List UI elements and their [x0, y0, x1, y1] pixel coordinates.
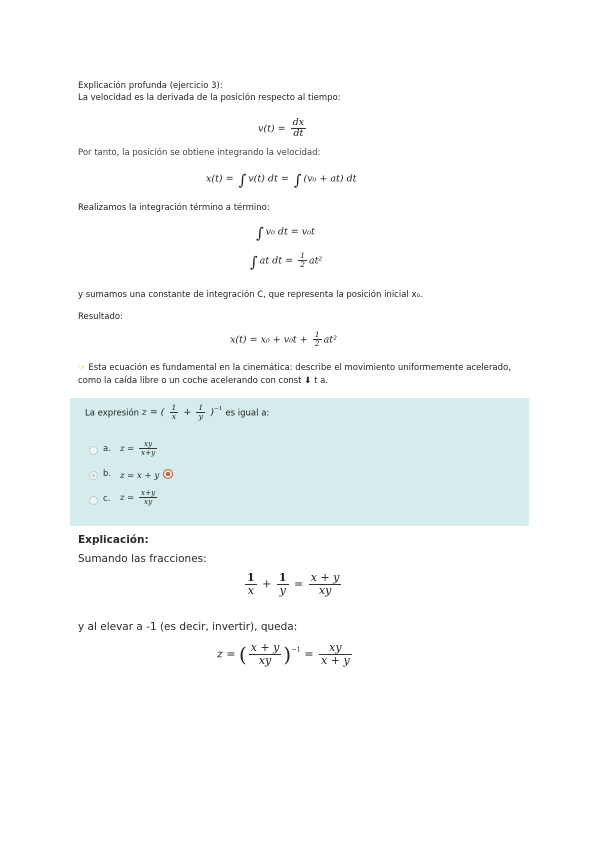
radio-option-a[interactable]: [89, 446, 98, 455]
section-heading: Explicación profunda (ejercicio 3):: [78, 81, 223, 91]
quiz-prompt: La expresión z = ( $\frac{1}{x}$ + $\frac{1}{y}$ )$^{-1}$ es igual a:: [85, 403, 270, 422]
paragraph: y al elevar a -1 (es decir, invertir), queda:: [78, 621, 298, 633]
incorrect-mark-icon: [163, 469, 173, 479]
equation-invert: z = ( $\frac{x + y}{xy}$ )$^{-1}$ = $\frac{xy}{x + y}$: [217, 641, 350, 668]
paragraph: Realizamos la integración término a término:: [78, 203, 270, 213]
equation-result: x(t) = x₀ + v₀t + $\frac{1}{2}$ at²: [230, 330, 337, 349]
paragraph: y sumamos una constante de integración C, que representa la posición inicial x₀.: [78, 290, 423, 300]
equation-position: x(t) = ∫ v(t) dt = ∫ (v₀ + at) dt: [206, 172, 357, 189]
radio-option-c[interactable]: [89, 496, 98, 505]
equation-term2: ∫ at dt = $\frac{1}{2}$ at²: [250, 251, 323, 272]
option-letter: c.: [103, 494, 111, 504]
option-letter: a.: [103, 444, 111, 454]
paragraph: Sumando las fracciones:: [78, 553, 207, 565]
radio-option-b[interactable]: [89, 471, 98, 480]
equation-term1: ∫ v₀ dt = v₀t: [256, 225, 315, 242]
option-c-text[interactable]: z = $\frac{x+y}{xy}$: [120, 488, 156, 506]
explanation-heading: Explicación:: [78, 534, 149, 546]
note-line: como la caída libre o un coche acelerando con const ⬇ t a.: [78, 376, 329, 386]
equation-velocity: v(t) = $\frac{dx}{dt}$: [258, 117, 305, 140]
paragraph: Por tanto, la posición se obtiene integrando la velocidad:: [78, 148, 321, 158]
paragraph: Resultado:: [78, 312, 123, 322]
option-letter: b.: [103, 469, 112, 479]
paragraph: La velocidad es la derivada de la posición respecto al tiempo:: [78, 93, 341, 103]
quiz-question-box: [70, 398, 529, 526]
note-line: ☞ Esta ecuación es fundamental en la cinemática: describe el movimiento uniformemente acelerado,: [78, 363, 511, 373]
option-a-text[interactable]: z = $\frac{xy}{x+y}$: [120, 439, 156, 457]
equation-sum: $\frac{1}{x}$ + $\frac{1}{y}$ = $\frac{x + y}{xy}$: [247, 571, 340, 598]
option-b-text[interactable]: z = x + y: [120, 469, 173, 481]
pointing-hand-icon: ☞: [78, 363, 86, 373]
